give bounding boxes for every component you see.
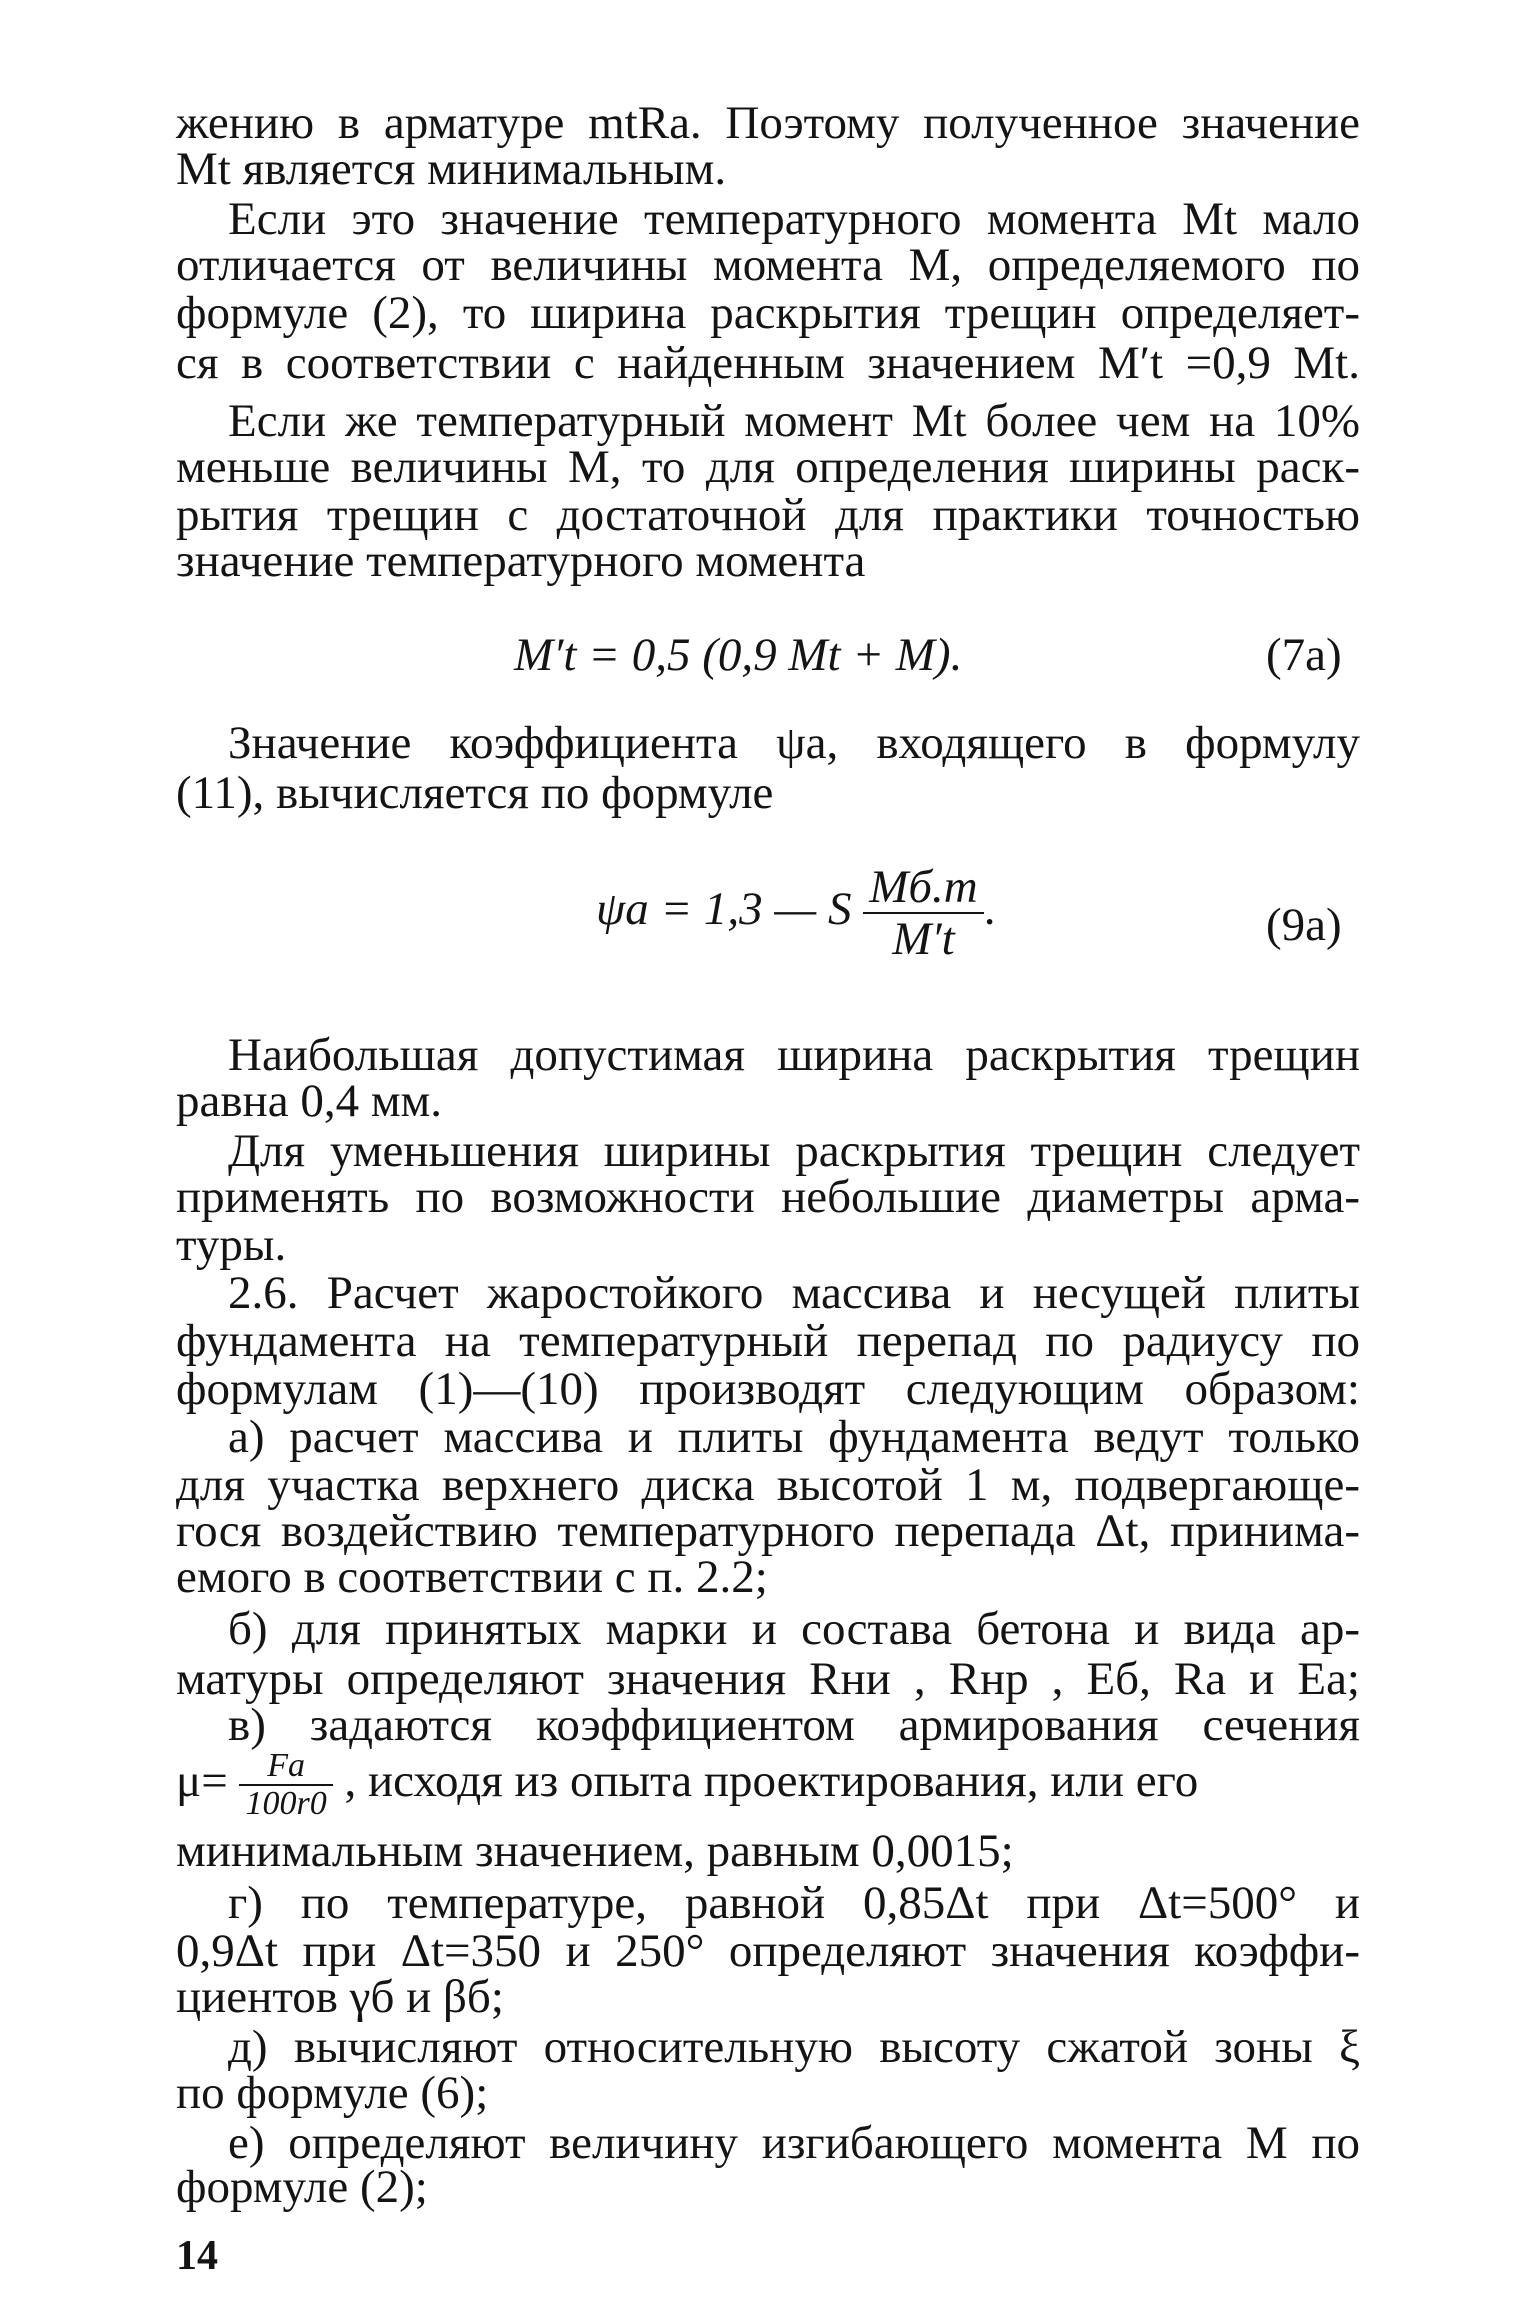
text-line: (11), вычисляется по формуле (176, 767, 774, 819)
formula-9a: ψa = 1,3 — S $\frac{Mб.т}{M't}$ . (596, 861, 996, 965)
fraction-numerator: Mб.т (863, 862, 983, 914)
text-line: ся в соответствии с найденным значением M′t =0,9 Mt. (176, 337, 1360, 389)
text-line: Если это значение температурного момента Mt мало (228, 193, 1360, 245)
text-line: меньше величины M, то для определения ширины раск- (176, 441, 1360, 493)
text-line: формуле (2); (176, 2161, 428, 2213)
text-line: а) расчет массива и плиты фундамента ведут только (228, 1411, 1360, 1463)
text-line: е) определяют величину изгибающего момента M по (228, 2117, 1360, 2169)
text-line: для участка верхнего диска высотой 1 м, подвергающе- (176, 1459, 1360, 1511)
text-line: гося воздействию температурного перепада Δt, принима- (176, 1505, 1360, 1557)
text-line: емого в соответствии с п. 2.2; (176, 1551, 768, 1603)
text-line: Наибольшая допустимая ширина раскрытия трещин (228, 1029, 1360, 1081)
text-line: по формуле (6); (176, 2067, 489, 2119)
text-line: Если же температурный момент Mt более чем на 10% (228, 395, 1360, 447)
text-line: отличается от величины момента M, определяемого по (176, 239, 1360, 291)
mu-formula-line (176, 1748, 1360, 1822)
text-line: циентов γб и βб; (176, 1971, 504, 2023)
fraction-numerator: Fa (239, 1748, 332, 1786)
text-line: значение температурного момента (176, 535, 866, 587)
formula-9a-fraction (863, 862, 983, 964)
text-line: г) по температуре, равной 0,85Δt при Δt=500° и (228, 1877, 1360, 1929)
text-line: Значение коэффициента ψa, входящего в формулу (228, 717, 1360, 769)
equation-number: (7a) (1266, 629, 1342, 681)
page-number: 14 (176, 2233, 218, 2279)
text-line: равна 0,4 мм. (176, 1075, 443, 1127)
text-line: фундамента на температурный перепад по радиусу по (176, 1315, 1360, 1367)
mu-fraction (239, 1748, 332, 1822)
text-line: Mt является минимальным. (176, 143, 727, 195)
mu-left: μ= (176, 1754, 228, 1807)
text-line: формуле (2), то ширина раскрытия трещин определяет- (176, 287, 1360, 339)
text-line: 0,9Δt при Δt=350 и 250° определяют значения коэффи- (176, 1925, 1360, 1977)
equation-number: (9a) (1266, 899, 1342, 951)
mu-right: , исходя из опыта проектирования, или его (344, 1754, 1199, 1807)
text-line: б) для принятых марки и состава бетона и вида ар- (228, 1603, 1360, 1655)
fraction-denominator: 100r0 (245, 1785, 327, 1822)
text-line: жению в арматуре mtRa. Поэтому полученное значение (176, 97, 1360, 149)
text-line: 2.6. Расчет жаростойкого массива и несущей плиты (228, 1267, 1360, 1319)
text-line: применять по возможности небольшие диаметры арма- (176, 1171, 1360, 1223)
fraction-denominator: M′t (892, 913, 955, 965)
text-line: матуры определяют значения Rни , Rнр , Eб, Ra и Ea; (176, 1653, 1360, 1705)
text-line: минимальным значением, равным 0,0015; (176, 1825, 1014, 1877)
formula-9a-left: ψa = 1,3 — S (596, 882, 852, 935)
text-line: д) вычисляют относительную высоту сжатой зоны ξ (228, 2021, 1360, 2073)
text-line: туры. (176, 1219, 287, 1271)
formula-7a: M′t = 0,5 (0,9 Mt + M). (514, 629, 963, 681)
text-line: Для уменьшения ширины раскрытия трещин следует (228, 1125, 1360, 1177)
text-line: в) задаются коэффициентом армирования сечения (228, 1699, 1360, 1751)
text-line: формулам (1)—(10) производят следующим образом: (176, 1363, 1360, 1415)
text-line: рытия трещин с достаточной для практики точностью (176, 489, 1360, 541)
